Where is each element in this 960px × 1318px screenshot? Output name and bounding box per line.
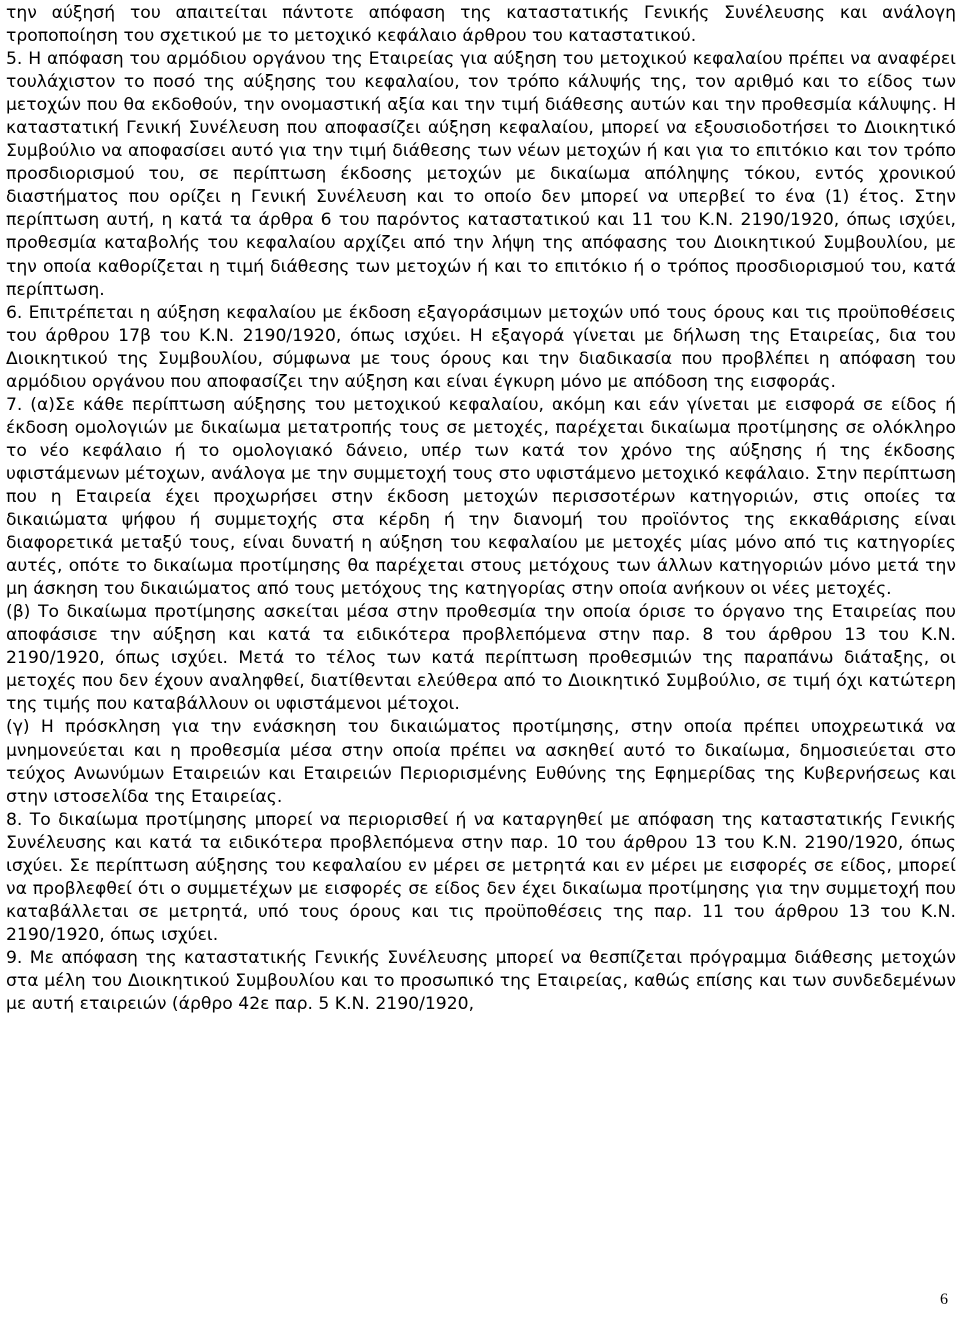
- paragraph-9: 9. Με απόφαση της καταστατικής Γενικής Συνέλευσης μπορεί να θεσπίζεται πρόγραμμα διάθεσης μετοχών στα μέλη του Διοικητικού Συμβουλίου και το προσωπικό της Εταιρείας, καθώς επίσης και των συνδεδεμένων με αυτή εταιρειών (άρθρο 42ε παρ. 5 Κ.Ν. 2190/1920,: [6, 947, 956, 1015]
- paragraph-5: 5. Η απόφαση του αρμόδιου οργάνου της Εταιρείας για αύξηση του μετοχικού κεφαλαίου πρέπει να αναφέρει τουλάχιστον το ποσό της αύξησης του κεφαλαίου, τον τρόπο κάλυψής της, τον αριθμό και το είδος των μετοχών που θα εκδοθούν, την ονομαστική αξία και την τιμή διάθεσης αυτών και την προθεσμία κάλυψης. Η καταστατική Γενική Συνέλευση που αποφασίζει αύξηση κεφαλαίου, μπορεί να εξουσιοδοτήσει το Διοικητικό Συμβούλιο να αποφασίσει αυτό για την τιμή διάθεσης των νέων μετοχών ή και για το επιτόκιο και τον τρόπο προσδιορισμού του, σε περίπτωση έκδοσης μετοχών με δικαίωμα απόληψης τόκου, εντός χρονικού διαστήματος που ορίζει η Γενική Συνέλευση και το οποίο δεν μπορεί να υπερβεί το ένα (1) έτος. Στην περίπτωση αυτή, η κατά τα άρθρα 6 του παρόντος καταστατικού και 11 του Κ.Ν. 2190/1920, όπως ισχύει, προθεσμία καταβολής του κεφαλαίου αρχίζει από την λήψη της απόφασης του Διοικητικού Συμβουλίου, με την οποία καθορίζεται η τιμή διάθεσης των μετοχών ή και το επιτόκιο ή ο τρόπος προσδιορισμού του, κατά περίπτωση.: [6, 49, 956, 300]
- document-body: [6, 2, 956, 1016]
- page-number: 6: [940, 1291, 948, 1308]
- paragraph-7c: (γ) Η πρόσκληση για την ενάσκηση του δικαιώματος προτίμησης, στην οποία πρέπει υποχρεωτικά να μνημονεύεται και η προθεσμία μέσα στην οποία πρέπει να ασκηθεί αυτό το δικαίωμα, δημοσιεύεται στο τεύχος Ανωνύμων Εταιρειών και Εταιρειών Περιορισμένης Ευθύνης της Εφημερίδας της Κυβερνήσεως και στην ιστοσελίδα της Εταιρείας.: [6, 717, 956, 807]
- paragraph-7a: 7. (α)Σε κάθε περίπτωση αύξησης του μετοχικού κεφαλαίου, ακόμη και εάν γίνεται με εισφορά σε είδος ή έκδοση ομολογιών με δικαίωμα μετατροπής τους σε μετοχές, παρέχεται δικαίωμα προτίμησης σε ολόκληρο το νέο κεφάλαιο ή το ομολογιακό δάνειο, υπέρ των κατά τον χρόνο της αύξησης ή της έκδοσης υφιστάμενων μέτοχων, ανάλογα με την συμμετοχή τους στο υφιστάμενο μετοχικό κεφάλαιο. Στην περίπτωση που η Εταιρεία έχει προχωρήσει στην έκδοση μετοχών περισσοτέρων κατηγοριών, στις οποίες τα δικαιώματα ψήφου ή συμμετοχής στα κέρδη ή την διανομή του προϊόντος της εκκαθάρισης είναι διαφορετικά μεταξύ τους, είναι δυνατή η αύξηση του κεφαλαίου με μετοχές μίας μόνο από τις κατηγορίες αυτές, οπότε το δικαίωμα προτίμησης θα παρέχεται στους μετόχους των άλλων κατηγοριών μόνο μετά την μη άσκηση του δικαιώματος από τους μετόχους της κατηγορίας στην οποία ανήκουν οι νέες μετοχές.: [6, 394, 956, 600]
- paragraph-8: 8. Το δικαίωμα προτίμησης μπορεί να περιορισθεί ή να καταργηθεί με απόφαση της καταστατικής Γενικής Συνέλευσης και κατά τα ειδικότερα προβλεπόμενα στην παρ. 10 του άρθρου 13 του Κ.Ν. 2190/1920, όπως ισχύει. Σε περίπτωση αύξησης του κεφαλαίου εν μέρει σε μετρητά και εν μέρει με εισφορές σε είδος, μπορεί να προβλεφθεί ότι ο συμμετέχων με εισφορές σε είδος δεν έχει δικαίωμα προτίμησης για την συμμετοχή που καταβάλλεται σε μετρητά, υπό τους όρους και τις προϋποθέσεις της παρ. 11 του άρθρου 13 του Κ.Ν. 2190/1920, όπως ισχύει.: [6, 809, 956, 945]
- paragraph-6: 6. Επιτρέπεται η αύξηση κεφαλαίου με έκδοση εξαγοράσιμων μετοχών υπό τους όρους και τις προϋποθέσεις του άρθρου 17β του Κ.Ν. 2190/1920, όπως ισχύει. Η εξαγορά γίνεται με δήλωση της Εταιρείας, δια του Διοικητικού της Συμβουλίου, σύμφωνα με τους όρους και την διαδικασία που προβλέπει η απόφαση του αρμόδιου οργάνου που αποφασίζει την αύξηση και είναι έγκυρη μόνο με απόδοση της εισφοράς.: [6, 302, 956, 392]
- paragraph-continuation: την αύξησή του απαιτείται πάντοτε απόφαση της καταστατικής Γενικής Συνέλευσης και ανάλογη τροποποίηση του σχετικού με το μετοχικό κεφάλαιο άρθρου του καταστατικού.: [6, 3, 956, 47]
- paragraph-7b: (β) Το δικαίωμα προτίμησης ασκείται μέσα στην προθεσμία την οποία όρισε το όργανο της Εταιρείας που αποφάσισε την αύξηση και κατά τα ειδικότερα προβλεπόμενα στην παρ. 8 του άρθρου 13 του Κ.Ν. 2190/1920, όπως ισχύει. Μετά το τέλος των κατά περίπτωση προθεσμιών της παραπάνω διάταξης, οι μετοχές που δεν έχουν αναληφθεί, διατίθενται ελεύθερα από το Διοικητικό Συμβούλιο, σε τιμή όχι κατώτερη της τιμής που καταβάλλουν οι υφιστάμενοι μέτοχοι.: [6, 602, 956, 715]
